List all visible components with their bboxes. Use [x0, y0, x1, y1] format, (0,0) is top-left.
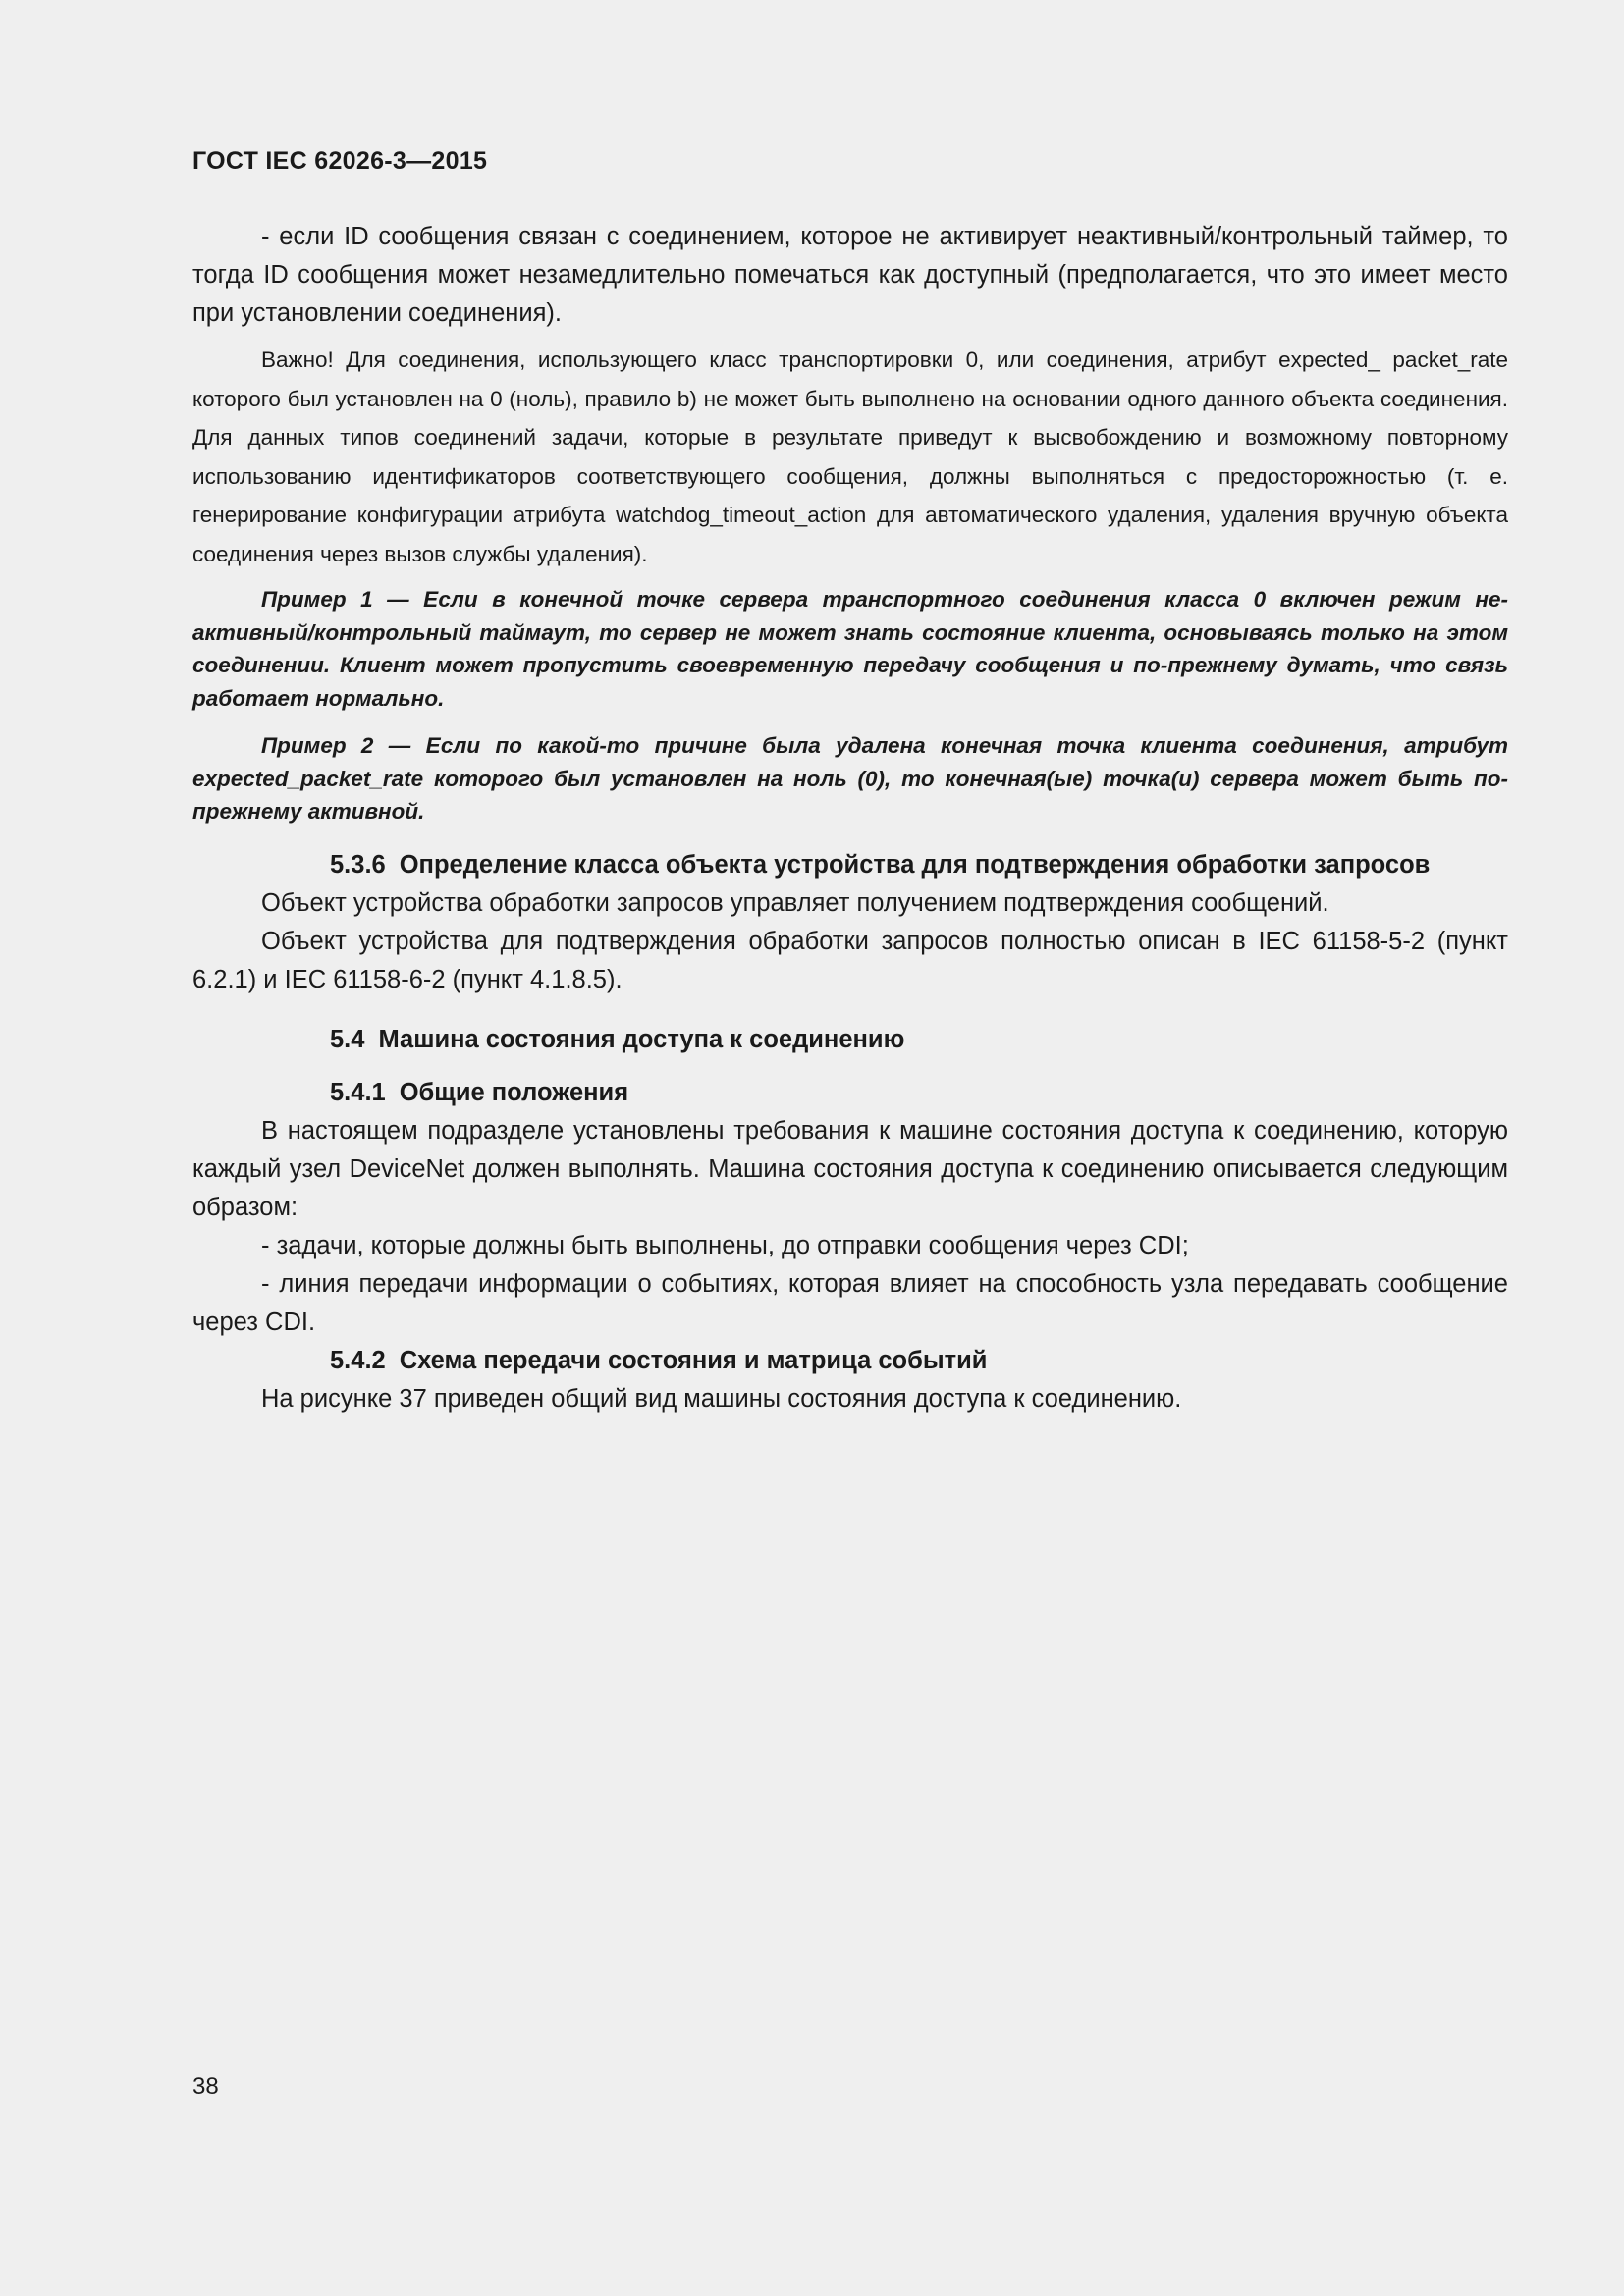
section-number: 5.3.6 — [330, 850, 386, 879]
paragraph: На рисунке 37 приведен общий вид машины состояния доступа к соединению. — [261, 1384, 1182, 1413]
section-title: Определение класса объекта устройства для подтверждения обработки запросов — [399, 850, 1431, 879]
section-number: 5.4 — [330, 1025, 365, 1053]
section-title: Общие положения — [399, 1078, 629, 1106]
paragraph: Объект устройства для подтверждения обработки запросов полностью описан в IEC 61158-5-2 (пункт 6.2.1) и IEC 61158-6-2 (пункт 4.1.8.5). — [192, 927, 1508, 993]
list-item: - линия передачи информации о событиях, которая влияет на способность узла передавать сообщение через CDI. — [192, 1269, 1508, 1336]
document-body — [192, 218, 1508, 1418]
section-heading-5-3-6 — [192, 846, 1508, 884]
important-note: Важно! Для соединения, использующего класс транспортировки 0, или соединения, атрибут expected_ packet_rate которого был установлен на 0 (ноль), правило b) не может быть выполнено на основании одного данного объекта соединения. Для данных типов соединений задачи, которые в результате приведут к высвобождению и возможному повторному использованию идентификаторов соответствующего сообщения, должны выполняться с предосторожностью (т. е. генерирование конфигурации атрибута watchdog_timeout_action для автоматического удаления, удаления вручную объекта соединения через вызов службы удаления). — [192, 347, 1508, 566]
list-item: - задачи, которые должны быть выполнены, до отправки сообщения через CDI; — [261, 1231, 1189, 1259]
paragraph: В настоящем подразделе установлены требования к машине состояния доступа к соединению, которую каждый узел DeviceNet должен выполнять. Машина состояния доступа к соединению описывается следующим образом: — [192, 1116, 1508, 1221]
section-heading-5-4-1 — [192, 1074, 1508, 1112]
section-title: Схема передачи состояния и матрица событий — [399, 1346, 988, 1374]
section-heading-5-4-2 — [192, 1342, 1508, 1380]
example-1: Пример 1 — Если в конечной точке сервера транспортного соединения класса 0 включен режим неактивный/контрольный таймаут, то сервер не может знать состояние клиента, основываясь только на этом соединении. Клиент может пропустить своевременную передачу сообщения и по-прежнему думать, что связь работает нормально. — [192, 587, 1508, 711]
section-number: 5.4.2 — [330, 1346, 386, 1374]
example-2: Пример 2 — Если по какой-то причине была удалена конечная точка клиента соединения, атрибут expected_packet_rate которого был установлен на ноль (0), то конечная(ые) точка(и) сервера может быть по-прежнему активной. — [192, 733, 1508, 824]
section-heading-5-4 — [192, 1021, 1508, 1059]
page-number: 38 — [192, 2073, 219, 2100]
document-header: ГОСТ IEC 62026-3—2015 — [192, 147, 488, 175]
section-title: Машина состояния доступа к соединению — [378, 1025, 905, 1053]
section-number: 5.4.1 — [330, 1078, 386, 1106]
paragraph-intro: - если ID сообщения связан с соединением, которое не активирует неактивный/контрольный таймер, то тогда ID сообщения может незамедлительно помечаться как доступный (предполагается, что это имеет место при установлении соединения). — [192, 223, 1508, 327]
paragraph: Объект устройства обработки запросов управляет получением подтверждения сообщений. — [261, 888, 1329, 917]
